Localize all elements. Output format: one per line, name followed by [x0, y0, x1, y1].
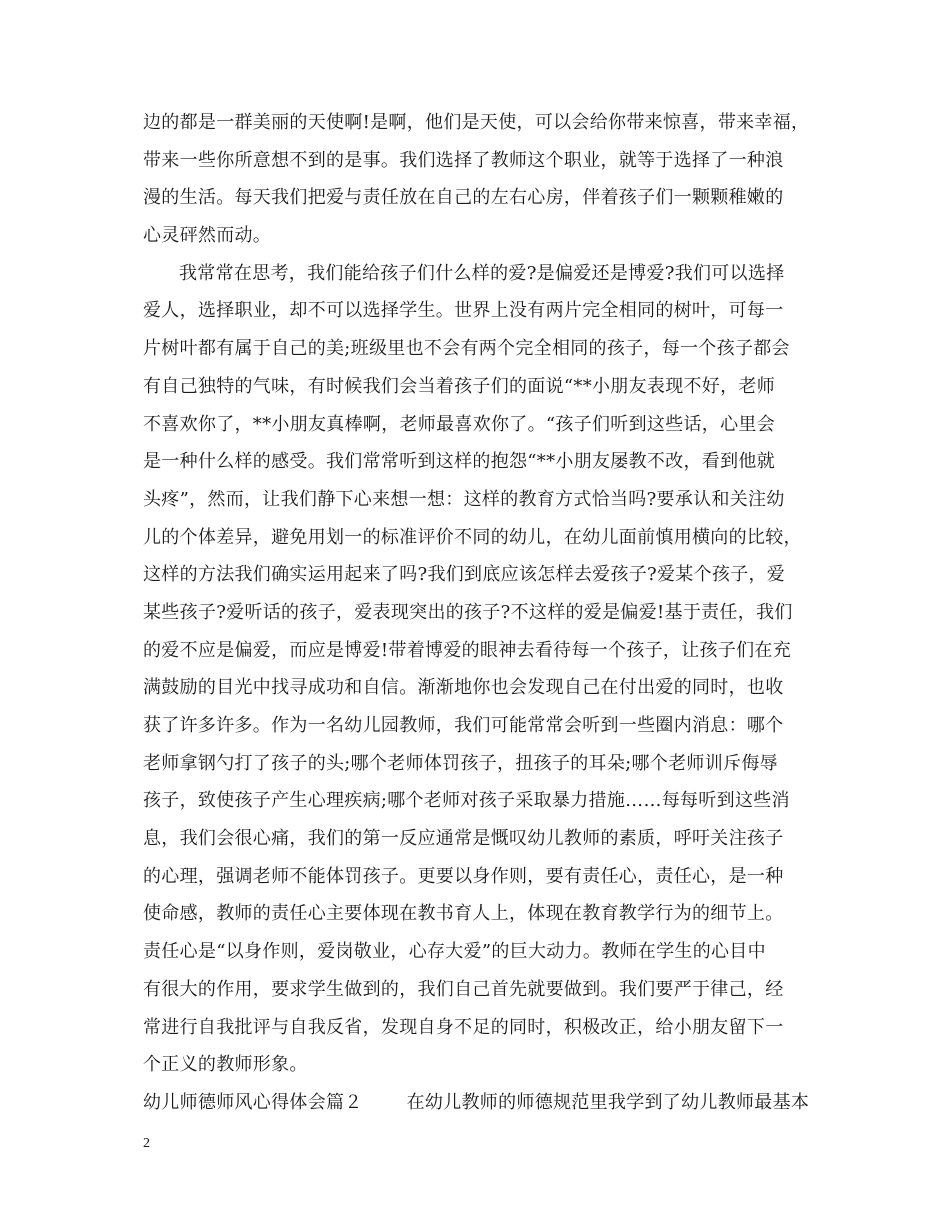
- paragraph-line: 片树叶都有属于自己的美;班级里也不会有两个完全相同的孩子，每一个孩子都会: [143, 338, 790, 360]
- paragraph-line: 边的都是一群美丽的天使啊!是啊，他们是天使，可以会给你带来惊喜，带来幸福，: [143, 112, 810, 133]
- section-title: 幼儿师德师风心得体会篇２: [143, 1091, 363, 1113]
- page-number: 2: [143, 1136, 150, 1151]
- paragraph-line: 息，我们会很心痛，我们的第一反应通常是慨叹幼儿教师的素质，呼吁关注孩子: [143, 828, 784, 850]
- paragraph-line: 的心理，强调老师不能体罚孩子。更要以身作则，要有责任心，责任心，是一种: [143, 865, 784, 887]
- paragraph-line: 儿的个体差异，避免用划一的标准评价不同的幼儿，在幼儿面前慎用横向的比较，: [143, 526, 802, 548]
- paragraph-line: 心灵砰然而动。: [143, 225, 272, 247]
- paragraph-line: 有自己独特的气味，有时候我们会当着孩子们的面说“**小朋友表现不好，老师: [143, 375, 775, 397]
- section-first-line: 在幼儿教师的师德规范里我学到了幼儿教师最基本: [406, 1091, 810, 1113]
- paragraph-line: 是一种什么样的感受。我们常常听到这样的抱怨“**小朋友屡教不改，看到他就: [143, 451, 775, 473]
- paragraph-line: 满鼓励的目光中找寻成功和自信。渐渐地你也会发现自己在付出爱的同时，也收: [143, 677, 784, 699]
- paragraph-line: 头疼”，然而，让我们静下心来想一想：这样的教育方式恰当吗?要承认和关注幼: [143, 488, 785, 510]
- paragraph-line: 个正义的教师形象。: [143, 1054, 308, 1076]
- paragraph-line: 某些孩子?爱听话的孩子，爱表现突出的孩子?不这样的爱是偏爱!基于责任，我们: [143, 601, 793, 623]
- paragraph-line: 孩子，致使孩子产生心理疾病;哪个老师对孩子采取暴力措施……每每听到这些消: [143, 790, 790, 812]
- paragraph-line: 常进行自我批评与自我反省，发现自身不足的同时，积极改正，给小朋友留下一: [143, 1016, 784, 1038]
- paragraph-line: 爱人，选择职业，却不可以选择学生。世界上没有两片完全相同的树叶，可每一: [143, 300, 784, 322]
- paragraph-line: 不喜欢你了，**小朋友真棒啊，老师最喜欢你了。“孩子们听到这些话，心里会: [143, 413, 775, 435]
- paragraph-line: 使命感，教师的责任心主要体现在教书育人上，体现在教育教学行为的细节上。: [143, 903, 784, 925]
- document-body: [143, 104, 813, 1122]
- paragraph-line: 带来一些你所意想不到的是事。我们选择了教师这个职业，就等于选择了一种浪: [143, 149, 784, 171]
- paragraph-line: 获了许多许多。作为一名幼儿园教师，我们可能常常会听到一些圈内消息：哪个: [143, 715, 784, 736]
- paragraph-line: 我常常在思考，我们能给孩子们什么样的爱?是偏爱还是博爱?我们可以选择: [179, 262, 785, 284]
- paragraph-line: 漫的生活。每天我们把爱与责任放在自己的左右心房，伴着孩子们一颗颗稚嫩的: [143, 187, 784, 209]
- section-heading-line: [143, 1084, 813, 1122]
- paragraph-line: 老师拿钢勺打了孩子的头;哪个老师体罚孩子，扭孩子的耳朵;哪个老师训斥侮辱: [143, 752, 778, 774]
- paragraph-line: 有很大的作用，要求学生做到的，我们自己首先就要做到。我们要严于律己，经: [143, 978, 784, 1000]
- paragraph-line: 责任心是“以身作则，爱岗敬业，心存大爱”的巨大动力。教师在学生的心目中: [143, 941, 766, 963]
- paragraph-line: 的爱不应是偏爱，而应是博爱!带着博爱的眼神去看待每一个孩子，让孩子们在充: [143, 639, 792, 661]
- paragraph-line: 这样的方法我们确实运用起来了吗?我们到底应该怎样去爱孩子?爱某个孩子，爱: [143, 564, 786, 586]
